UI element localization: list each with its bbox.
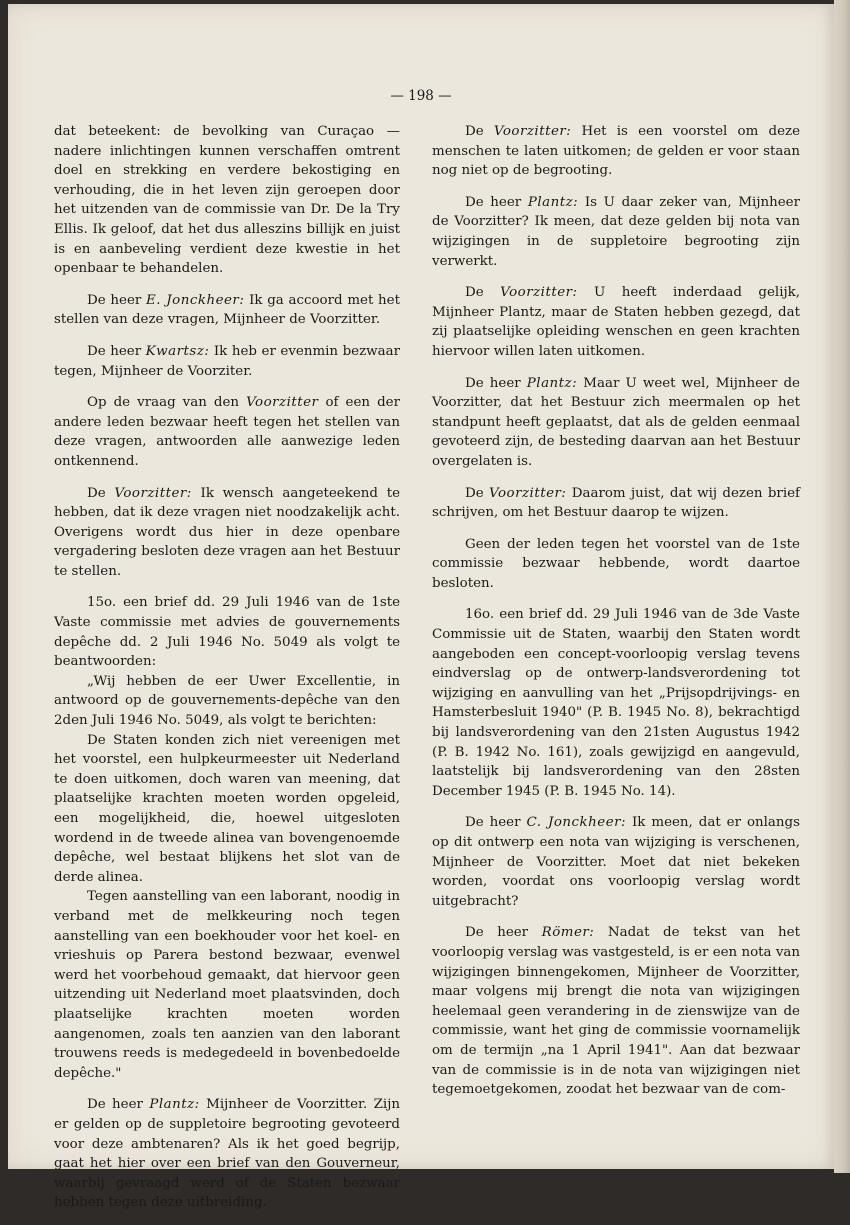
speaker-name: Voorzitter: <box>493 124 572 139</box>
speech-prefix: De heer <box>465 815 527 831</box>
speech-paragraph <box>432 374 800 472</box>
paragraph: dat beteekent: de bevolking van Curaçao — nadere inlichtingen kunnen verschaffen omtrent doel en strekking en verdere bekostiging en verhouding, die in het leven zijn geroepen door het uitzenden van de commissie van Dr. De la Try Ellis. Ik geloof, dat het dus alleszins billijk en juist is en aanbeveling verdient deze kwestie in het openbaar te behandelen. <box>54 124 400 277</box>
speech-prefix: De heer <box>465 925 542 941</box>
quoted-letter: „Wij hebben de eer Uwer Excellentie, in antwoord op de gouvernements-depêche van den 2den Juli 1946 No. 5049, als volgt te berichten: <box>54 673 400 729</box>
speech-paragraph <box>432 813 800 911</box>
speech-paragraph <box>432 484 800 523</box>
speaker-name: C. Jonckheer: <box>526 815 627 831</box>
speech-text: Nadat de tekst van het voorloopig verslag was vastgesteld, is er een nota van wijzigingen binnengekomen, Mijnheer de Voorzitter, maar volgens mij brengt die nota van wijzigingen heelemaal geen verandering in de zienswijze van de commissie, want het ging de commissie voornamelijk om de termijn „na 1 April 1941". Aan dat bezwaar van de commissie is in de nota van wijzigingen niet tegemoetgekomen, zoodat het bezwaar van de com- <box>432 925 800 1098</box>
page-edge <box>834 0 850 1173</box>
speech-text: Ik ga accoord met het stellen van deze vragen, Mijnheer de Voorzitter. <box>54 292 400 328</box>
speech-paragraph <box>54 342 400 381</box>
quoted-letter: De Staten konden zich niet vereenigen met het voorstel, een hulpkeurmeester uit Nederland te doen uitkomen, doch waren van meening, dat plaatselijke krachten moeten worden opgeleid, een mogelijkheid, die, hoewel uitgesloten wordend in de tweede alinea van bovengenoemde depêche, wel bestaat blijkens het slot van de derde alinea. <box>54 732 400 885</box>
speech-paragraph <box>54 291 400 330</box>
speaker-name: Plantz: <box>526 375 578 391</box>
speech-paragraph <box>54 484 400 582</box>
agenda-item-15: 15o. een brief dd. 29 Juli 1946 van de 1ste Vaste commissie met advies de gouvernements depêche dd. 2 Juli 1946 No. 5049 als volgt te beantwoorden: <box>54 595 400 670</box>
speech-paragraph <box>432 923 800 1099</box>
speaker-name: Kwartsz: <box>145 343 210 359</box>
speech-text: Is U daar zeker van, Mijnheer de Voorzitter? Ik meen, dat deze gelden bij nota van wijzigingen in de suppletoire begrooting zijn verwerkt. <box>432 194 800 269</box>
speech-text: Daarom juist, dat wij dezen brief schrijven, om het Bestuur daarop te wijzen. <box>432 485 800 521</box>
speaker-name: Plantz: <box>149 1097 200 1113</box>
speech-text: Op de vraag van den <box>87 395 247 411</box>
right-column <box>432 122 800 1112</box>
speech-paragraph <box>54 393 400 471</box>
speech-prefix: De <box>465 124 494 139</box>
speaker-name: Voorzitter: <box>114 485 192 501</box>
decision-paragraph: Geen der leden tegen het voorstel van de 1ste commissie bezwaar hebbende, wordt daartoe besloten. <box>432 536 800 591</box>
speech-paragraph <box>432 283 800 361</box>
speech-prefix: De heer <box>87 292 147 308</box>
speech-text: Maar U weet wel, Mijnheer de Voorzitter, dat het Bestuur zich meermalen op het standpunt heeft geplaatst, dat als de gelden eenmaal gevoteerd zijn, de besteding daarvan aan het Bestuur overgelaten is. <box>432 375 800 469</box>
speech-text: Mijnheer de Voorzitter. Zijn er gelden op de suppletoire begrooting gevoteerd voor deze ambtenaren? Als ik het goed begrijp, gaat het hier over een brief van den Gouverneur, waarbij gevraagd werd of de Staten bezwaar hebben tegen deze uitbreiding. <box>54 1097 400 1211</box>
speech-text: of een der andere leden bezwaar heeft tegen het stellen van deze vragen, antwoorden alle aanwezige leden ontkennend. <box>54 395 400 469</box>
page-number: — 198 — <box>390 88 452 104</box>
speech-text: Ik wensch aangeteekend te hebben, dat ik deze vragen niet noodzakelijk acht. Overigens wordt dus hier in deze openbare vergadering besloten deze vragen aan het Bestuur te stellen. <box>54 485 401 579</box>
document-page <box>8 4 834 1211</box>
speech-prefix: De heer <box>87 343 146 359</box>
speaker-name: Römer: <box>541 925 595 941</box>
speech-prefix: De heer <box>87 1097 150 1113</box>
speaker-name: Voorzitter <box>246 395 319 411</box>
speech-text: U heeft inderdaad gelijk, Mijnheer Plantz, maar de Staten hebben gezegd, dat zij plaatselijke opleiding wenschen en geen krachten hiervoor willen laten uitkomen. <box>432 285 801 359</box>
speech-paragraph <box>432 193 800 271</box>
quoted-letter: Tegen aanstelling van een laborant, noodig in verband met de melkkeuring noch tegen aanstelling van een boekhouder voor het koel- en vrieshuis op Parera bestond bezwaar, evenwel werd het voorbehoud gemaakt, dat hiervoor geen uitzending uit Nederland moet plaatsvinden, doch plaatselijke krachten moeten worden aangenomen, zoals ten aanzien van den laborant trouwens reeds is medegedeeld in bovenbedoelde depêche." <box>54 889 400 1081</box>
speech-text: Het is een voorstel om deze menschen te laten uitkomen; de gelden er voor staan nog niet op de begrooting. <box>432 124 801 179</box>
speech-prefix: De <box>465 285 501 301</box>
speaker-name: Plantz: <box>527 194 579 210</box>
speaker-name: Voorzitter: <box>489 485 567 501</box>
speech-prefix: De <box>465 485 490 501</box>
agenda-item-16: 16o. een brief dd. 29 Juli 1946 van de 3de Vaste Commissie uit de Staten, waarbij den Staten wordt aangeboden een concept-voorloopig verslag tevens eindverslag op de ontwerp-landsverordening tot wijziging en aanvulling van het „Prijsopdrijvings- en Hamsterbesluit 1940" (P. B. 1945 No. 8), bekrachtigd bij landsverordening van den 21sten Augustus 1942 (P. B. 1942 No. 161), zoals gewijzigd en aangevuld, laatstelijk bij landsverordening van den 28sten December 1945 (P. B. 1945 No. 14). <box>432 607 800 799</box>
speech-prefix: De <box>87 485 115 501</box>
speaker-name: E. Jonckheer: <box>146 292 245 308</box>
speech-text: Ik meen, dat er onlangs op dit ontwerp een nota van wijziging is verschenen, Mijnheer de Voorzitter. Moet dat niet bekeken worden, voordat ons voorloopig verslag wordt uitgebracht? <box>432 815 800 909</box>
speech-prefix: De heer <box>465 375 527 391</box>
speech-prefix: De heer <box>465 194 528 210</box>
speech-paragraph <box>54 1095 400 1213</box>
speech-paragraph <box>432 122 800 181</box>
speech-text: Ik heb er evenmin bezwaar tegen, Mijnheer de Voorziter. <box>54 343 400 379</box>
left-column <box>54 122 400 1225</box>
speaker-name: Voorzitter: <box>500 285 578 301</box>
